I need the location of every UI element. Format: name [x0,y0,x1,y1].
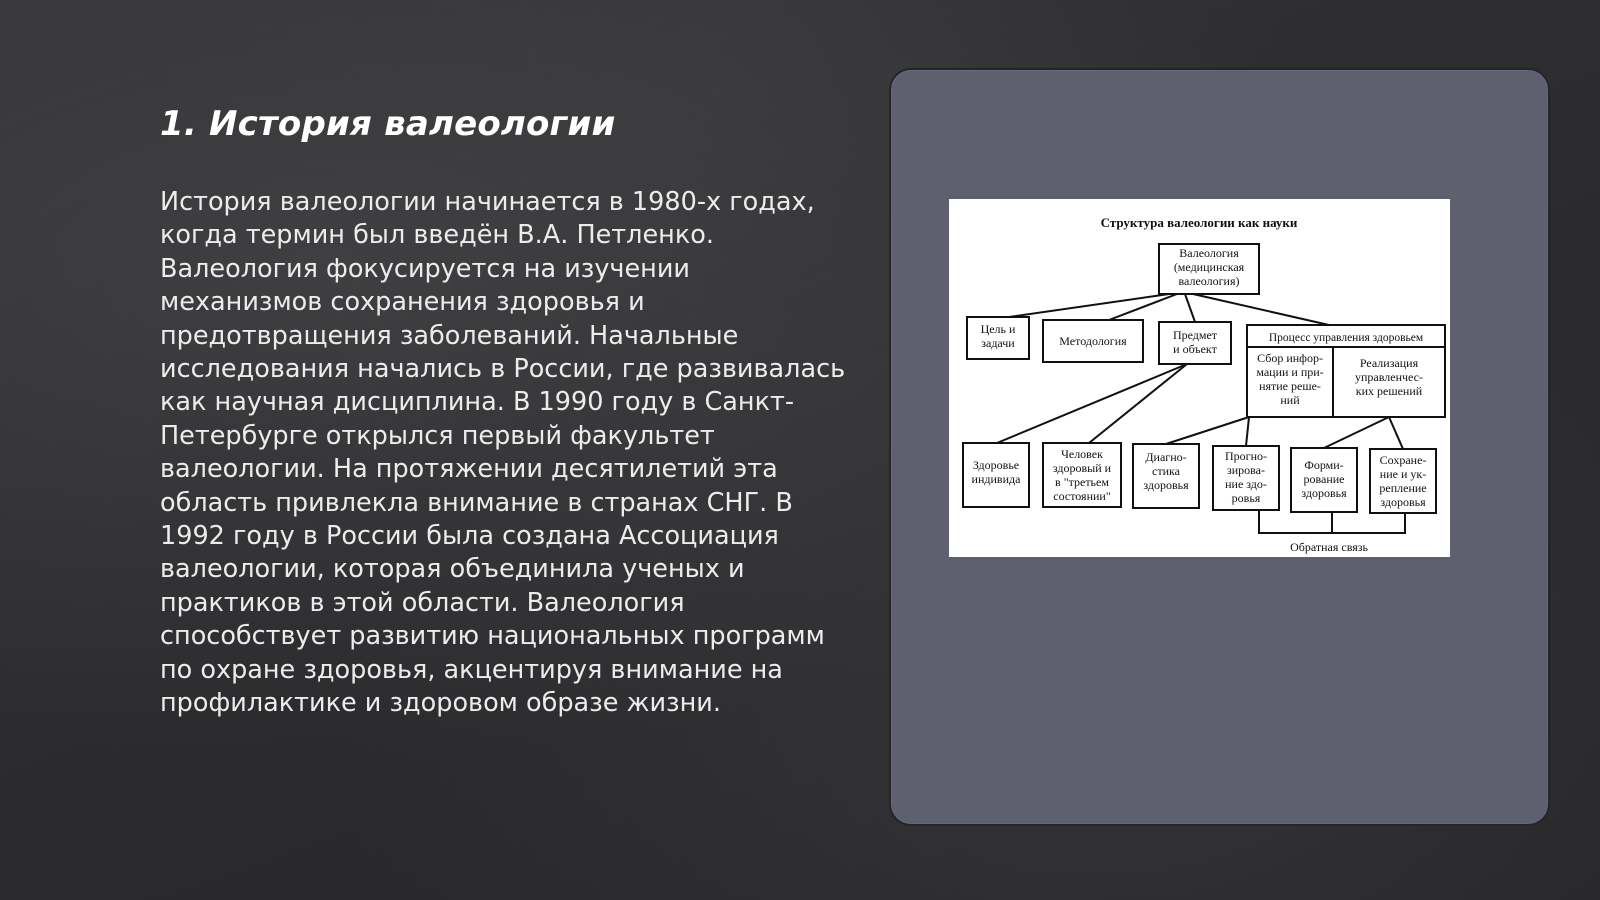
label-third-2: здоровый и [1052,461,1112,475]
label-preserve-4: здоровья [1380,495,1426,509]
label-process: Процесс управления здоровьем [1268,332,1424,344]
label-preserve-3: репление [1379,481,1427,495]
label-preserve-1: Сохране- [1379,453,1427,467]
label-collect-3: нятие реше- [1259,379,1321,393]
label-forming-3: здоровья [1301,486,1347,500]
label-third-1: Человек [1061,447,1103,461]
label-goals-1: Цель и [980,322,1016,336]
label-subject-1: Предмет [1172,328,1218,342]
label-realize-1: Реализация [1359,356,1419,370]
label-forming-2: рование [1303,472,1345,486]
label-subject-2: и объект [1173,342,1217,356]
valeology-structure-diagram [949,199,1450,557]
slide-title: 1. История валеологии [160,104,616,144]
label-third-4: состоянии" [1053,489,1111,503]
slide-body-text: История валеологии начинается в 1980-х годах, когда термин был введён В.А. Петленко. Валеология фокусируется на изучении механизмов сохранения здоровья и предотвращения заболеваний. Начальные исследования начались в России, где развивалась как научная дисциплина. В 1990 году в Санкт-Петербурге открылся первый факультет валеологии. На протяжении десятилетий эта область привлекла внимание в странах СНГ. В 1992 году в России была создана Ассоциация валеологии, которая объединила ученых и практиков в этой области. Валеология способствует развитию национальных программ по охране здоровья, акцентируя внимание на профилактике и здоровом образе жизни. [160,187,846,719]
label-forming-1: Форми- [1304,458,1344,472]
label-individual-1: Здоровье [972,458,1020,472]
label-forecast-1: Прогно- [1224,449,1268,463]
label-feedback: Обратная связь [1290,540,1368,554]
label-forecast-2: зирова- [1227,463,1265,477]
label-goals-2: задачи [981,336,1015,350]
label-collect-1: Сбор инфор- [1257,351,1323,365]
label-collect-2: мации и при- [1256,365,1324,379]
label-root-2: (медицинская [1173,260,1245,274]
label-diag-3: здоровья [1143,478,1189,492]
label-realize-3: ких решений [1355,384,1423,398]
label-root-1: Валеология [1179,246,1239,260]
label-realize-2: управленчес- [1355,370,1423,384]
diagram-title: Структура валеологии как науки [1100,215,1298,230]
label-diag-2: стика [1152,464,1180,478]
label-methodology: Методология [1059,334,1127,348]
label-diag-1: Диагно- [1145,450,1187,464]
label-forecast-4: ровья [1231,491,1261,505]
label-preserve-2: ние и ук- [1379,467,1427,481]
label-third-3: в "третьем [1055,475,1109,489]
label-collect-4: ний [1280,393,1300,407]
label-individual-2: индивида [971,472,1021,486]
label-root-3: валеология) [1178,274,1240,288]
label-forecast-3: ние здо- [1225,477,1267,491]
